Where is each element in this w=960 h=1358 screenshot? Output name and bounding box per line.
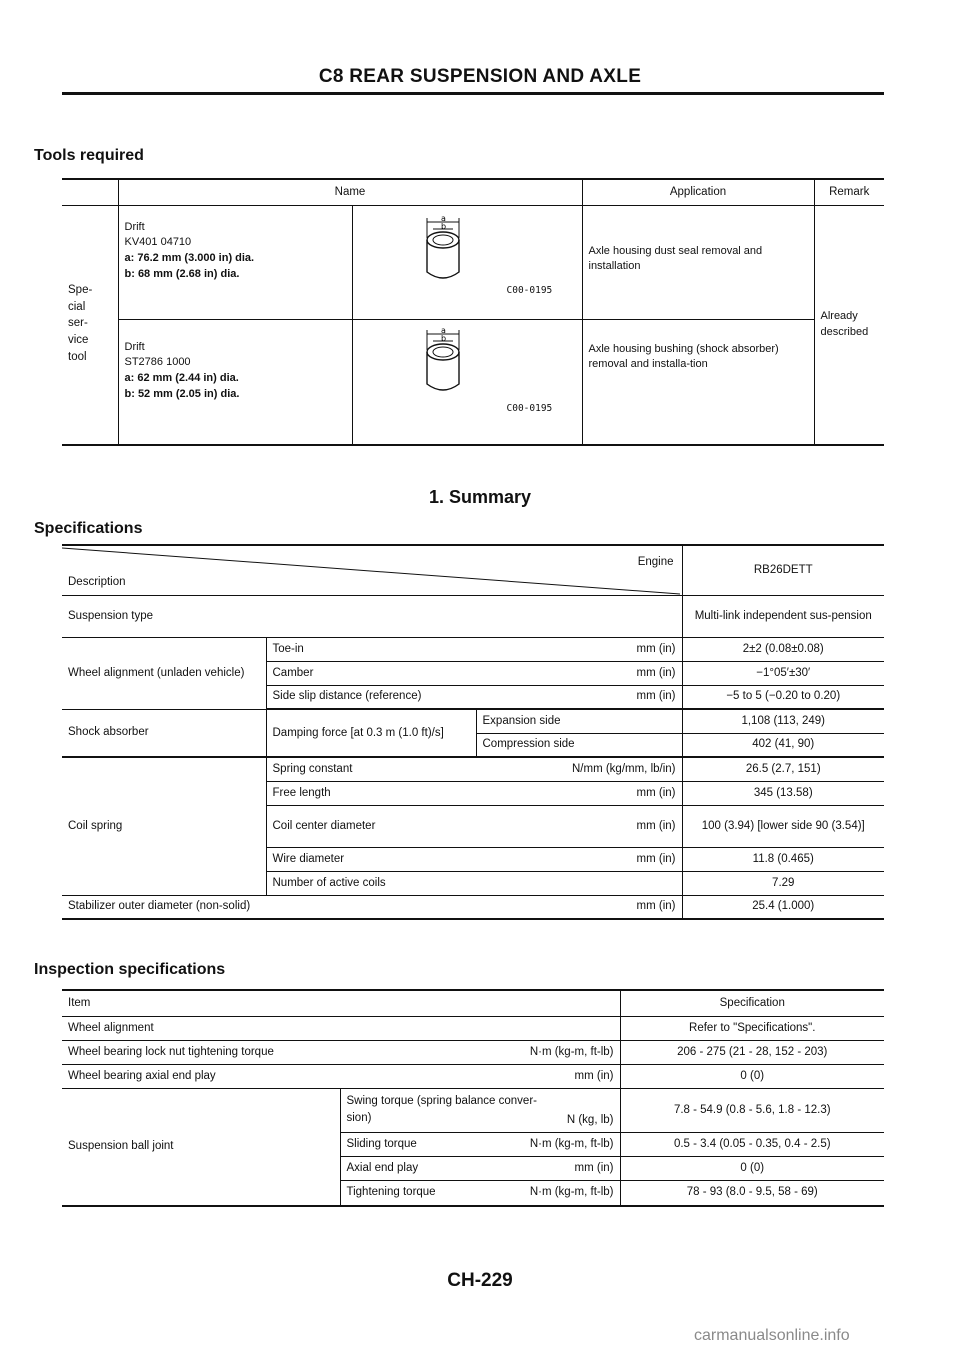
lock-nut-label: Wheel bearing lock nut tightening torque — [62, 1040, 340, 1064]
tools-category: Spe- cial ser- vice tool — [62, 205, 118, 445]
tool-2-fig-code: C00-0195 — [506, 402, 553, 414]
inspection-heading: Inspection specifications — [34, 961, 226, 978]
toe-in-unit: mm (in) — [476, 637, 682, 661]
insp-wheel-alignment-value: Refer to "Specifications". — [620, 1016, 884, 1040]
expansion-label: Expansion side — [476, 709, 682, 733]
axial-play-label: Axial end play — [346, 1161, 419, 1174]
axial-play-unit: mm (in) — [574, 1161, 614, 1174]
swing-torque-cell — [340, 1088, 620, 1132]
tools-col-remark: Remark — [814, 179, 884, 205]
tools-heading: Tools required — [34, 147, 144, 164]
compression-value: 402 (41, 90) — [682, 733, 884, 757]
coil-center-label: Coil center diameter — [266, 805, 476, 847]
side-slip-value: −5 to 5 (−0.20 to 0.20) — [682, 685, 884, 709]
axial-play-value: 0 (0) — [620, 1156, 884, 1180]
free-length-unit: mm (in) — [476, 781, 682, 805]
swing-torque-value: 7.8 - 54.9 (0.8 - 5.6, 1.8 - 12.3) — [620, 1088, 884, 1132]
free-length-label: Free length — [266, 781, 476, 805]
active-coils-value: 7.29 — [682, 871, 884, 895]
lock-nut-unit: N·m (kg-m, ft-lb) — [340, 1040, 620, 1064]
specs-head-model: RB26DETT — [682, 545, 884, 595]
side-slip-label: Side slip distance (reference) — [266, 685, 476, 709]
inspection-table — [62, 989, 884, 1207]
suspension-type-value: Multi-link independent sus-pension — [682, 595, 884, 637]
wire-diameter-unit: mm (in) — [476, 847, 682, 871]
tightening-torque-label: Tightening torque — [346, 1186, 436, 1199]
camber-unit: mm (in) — [476, 661, 682, 685]
tools-col-application: Application — [582, 179, 814, 205]
drift-tool-icon — [415, 216, 505, 296]
inspection-col-spec: Specification — [620, 990, 884, 1016]
shock-absorber-label: Shock absorber — [62, 709, 266, 757]
ball-joint-label: Suspension ball joint — [62, 1088, 340, 1206]
tool-1-fig-code: C00-0195 — [506, 284, 553, 296]
diagonal-divider — [62, 546, 682, 596]
stabilizer-value: 25.4 (1.000) — [682, 895, 884, 919]
swing-torque-label: Swing torque (spring balance conver-sion) — [346, 1095, 537, 1124]
toe-in-label: Toe-in — [266, 637, 476, 661]
specs-diag-header — [62, 545, 682, 595]
tool-1-application: Axle housing dust seal removal and installation — [582, 205, 814, 319]
compression-label: Compression side — [476, 733, 682, 757]
tool-2-name: Drift ST2786 1000 a: 62 mm (2.44 in) dia. b: 52 mm (2.05 in) dia. — [118, 319, 352, 445]
tools-remark: Already described — [814, 205, 884, 445]
tightening-torque-cell — [340, 1180, 620, 1206]
toe-in-value: 2±2 (0.08±0.08) — [682, 637, 884, 661]
coil-center-unit: mm (in) — [476, 805, 682, 847]
specs-head-description: Description — [68, 576, 126, 588]
tool-2-figure — [352, 319, 582, 445]
tools-col-name: Name — [118, 179, 582, 205]
spring-constant-unit: N/mm (kg/mm, lb/in) — [476, 757, 682, 781]
sliding-torque-label: Sliding torque — [346, 1137, 417, 1150]
expansion-value: 1,108 (113, 249) — [682, 709, 884, 733]
wire-diameter-label: Wire diameter — [266, 847, 476, 871]
coil-spring-label: Coil spring — [62, 757, 266, 895]
header-rule — [62, 92, 884, 95]
drift-tool-icon — [415, 328, 505, 408]
axial-end-play-label: Wheel bearing axial end play — [62, 1064, 340, 1088]
axial-play-cell — [340, 1156, 620, 1180]
sliding-torque-unit: N·m (kg-m, ft-lb) — [529, 1137, 614, 1150]
active-coils-label: Number of active coils — [266, 871, 682, 895]
spring-constant-value: 26.5 (2.7, 151) — [682, 757, 884, 781]
camber-label: Camber — [266, 661, 476, 685]
tools-table — [62, 178, 884, 446]
specs-head-engine: Engine — [637, 556, 674, 568]
axial-end-play-unit: mm (in) — [340, 1064, 620, 1088]
tightening-torque-value: 78 - 93 (8.0 - 9.5, 58 - 69) — [620, 1180, 884, 1206]
side-slip-unit: mm (in) — [476, 685, 682, 709]
coil-center-value: 100 (3.94) [lower side 90 (3.54)] — [682, 805, 884, 847]
svg-text:a: a — [440, 215, 446, 223]
tool-2-application: Axle housing bushing (shock absorber) removal and installa-tion — [582, 319, 814, 445]
wheel-alignment-label: Wheel alignment (unladen vehicle) — [62, 637, 266, 709]
spring-constant-label: Spring constant — [266, 757, 476, 781]
stabilizer-unit: mm (in) — [476, 895, 682, 919]
inspection-col-item: Item — [62, 990, 620, 1016]
svg-text:a: a — [440, 327, 446, 335]
lock-nut-value: 206 - 275 (21 - 28, 152 - 203) — [620, 1040, 884, 1064]
svg-text:b: b — [440, 221, 446, 231]
page-title: C8 REAR SUSPENSION AND AXLE — [318, 66, 642, 87]
sliding-torque-value: 0.5 - 3.4 (0.05 - 0.35, 0.4 - 2.5) — [620, 1132, 884, 1156]
tool-1-name: Drift KV401 04710 a: 76.2 mm (3.000 in) dia. b: 68 mm (2.68 in) dia. — [118, 205, 352, 319]
damping-force-label: Damping force [at 0.3 m (1.0 ft)/s] — [266, 709, 476, 757]
suspension-type-label: Suspension type — [62, 595, 682, 637]
sliding-torque-cell — [340, 1132, 620, 1156]
camber-value: −1°05′±30′ — [682, 661, 884, 685]
axial-end-play-value: 0 (0) — [620, 1064, 884, 1088]
tool-1-figure — [352, 205, 582, 319]
wire-diameter-value: 11.8 (0.465) — [682, 847, 884, 871]
watermark: carmanualsonline.info — [694, 1327, 850, 1344]
stabilizer-label: Stabilizer outer diameter (non-solid) — [62, 895, 476, 919]
svg-text:b: b — [440, 333, 446, 343]
free-length-value: 345 (13.58) — [682, 781, 884, 805]
tightening-torque-unit: N·m (kg-m, ft-lb) — [529, 1186, 614, 1199]
page-code: CH-229 — [447, 1270, 513, 1291]
swing-torque-unit: N (kg, lb) — [566, 1113, 614, 1126]
insp-wheel-alignment-label: Wheel alignment — [62, 1016, 620, 1040]
summary-title: 1. Summary — [428, 487, 532, 507]
specs-table — [62, 544, 884, 920]
specs-heading: Specifications — [34, 520, 143, 537]
